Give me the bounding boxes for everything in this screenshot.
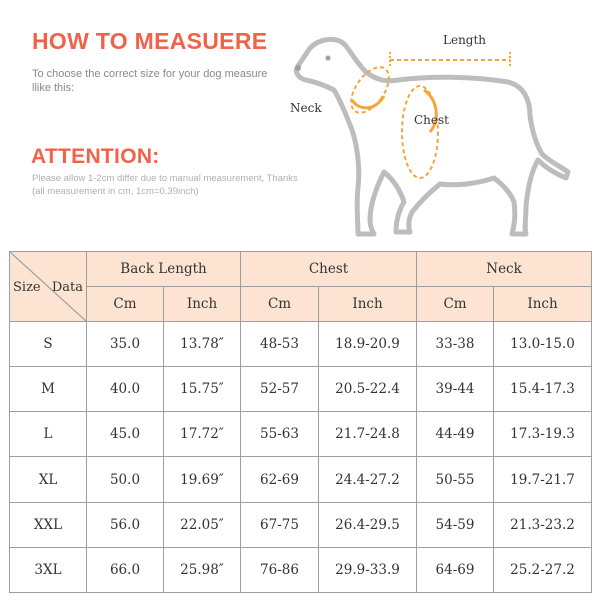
dog-measurement-diagram — [280, 20, 580, 255]
unit-header-cell: Inch — [164, 287, 241, 322]
unit-header-cell: Cm — [417, 287, 494, 322]
value-cell: 19.69″ — [164, 457, 241, 502]
value-cell: 56.0 — [87, 502, 164, 547]
value-cell: 39-44 — [417, 367, 494, 412]
value-cell: 19.7-21.7 — [494, 457, 592, 502]
unit-header-cell: Inch — [494, 287, 592, 322]
value-cell: 40.0 — [87, 367, 164, 412]
size-cell: S — [10, 322, 87, 367]
unit-header-cell: Cm — [241, 287, 319, 322]
value-cell: 50-55 — [417, 457, 494, 502]
attention-title: ATTENTION: — [31, 145, 160, 168]
table-row — [10, 502, 592, 547]
neck-label: Neck — [290, 101, 322, 115]
unit-header-cell: Cm — [87, 287, 164, 322]
value-cell: 52-57 — [241, 367, 319, 412]
value-cell: 24.4-27.2 — [319, 457, 417, 502]
size-cell: 3XL — [10, 547, 87, 592]
value-cell: 50.0 — [87, 457, 164, 502]
back-length-header: Back Length — [87, 252, 241, 287]
table-row — [10, 412, 592, 457]
value-cell: 25.2-27.2 — [494, 547, 592, 592]
data-header-label: Data — [51, 280, 83, 295]
chest-header: Chest — [241, 252, 417, 287]
table-row — [10, 322, 592, 367]
neck-header: Neck — [417, 252, 592, 287]
how-to-measure-title: HOW TO MEASUERE — [32, 28, 268, 54]
chest-label: Chest — [414, 113, 449, 127]
value-cell: 64-69 — [417, 547, 494, 592]
unit-header-cell: Inch — [319, 287, 417, 322]
unit-header-row — [10, 287, 592, 322]
value-cell: 25.98″ — [164, 547, 241, 592]
value-cell: 54-59 — [417, 502, 494, 547]
value-cell: 66.0 — [87, 547, 164, 592]
size-cell: XXL — [10, 502, 87, 547]
size-data-corner-cell — [10, 252, 87, 322]
dog-eye — [326, 56, 331, 61]
size-cell: XL — [10, 457, 87, 502]
value-cell: 15.75″ — [164, 367, 241, 412]
size-cell: L — [10, 412, 87, 457]
value-cell: 55-63 — [241, 412, 319, 457]
size-chart-table — [9, 251, 592, 593]
length-label: Length — [443, 33, 487, 47]
value-cell: 21.3-23.2 — [494, 502, 592, 547]
attention-note: Please allow 1-2cm differ due to manual measurement, Thanks (all measurement in cm, 1cm=0.39inch) — [32, 173, 298, 197]
size-header-label: Size — [13, 280, 41, 295]
size-cell: M — [10, 367, 87, 412]
value-cell: 17.3-19.3 — [494, 412, 592, 457]
value-cell: 62-69 — [241, 457, 319, 502]
value-cell: 15.4-17.3 — [494, 367, 592, 412]
measure-instructions: To choose the correct size for your dog measure llike this: — [32, 68, 268, 94]
value-cell: 33-38 — [417, 322, 494, 367]
value-cell: 76-86 — [241, 547, 319, 592]
table-row — [10, 547, 592, 592]
table-row — [10, 457, 592, 502]
value-cell: 45.0 — [87, 412, 164, 457]
value-cell: 26.4-29.5 — [319, 502, 417, 547]
value-cell: 67-75 — [241, 502, 319, 547]
value-cell: 18.9-20.9 — [319, 322, 417, 367]
table-row — [10, 367, 592, 412]
value-cell: 44-49 — [417, 412, 494, 457]
value-cell: 20.5-22.4 — [319, 367, 417, 412]
dog-nose — [295, 65, 301, 71]
dog-outline — [296, 39, 568, 234]
value-cell: 13.0-15.0 — [494, 322, 592, 367]
value-cell: 22.05″ — [164, 502, 241, 547]
value-cell: 13.78″ — [164, 322, 241, 367]
value-cell: 17.72″ — [164, 412, 241, 457]
value-cell: 29.9-33.9 — [319, 547, 417, 592]
group-header-row — [10, 252, 592, 287]
value-cell: 35.0 — [87, 322, 164, 367]
value-cell: 48-53 — [241, 322, 319, 367]
value-cell: 21.7-24.8 — [319, 412, 417, 457]
